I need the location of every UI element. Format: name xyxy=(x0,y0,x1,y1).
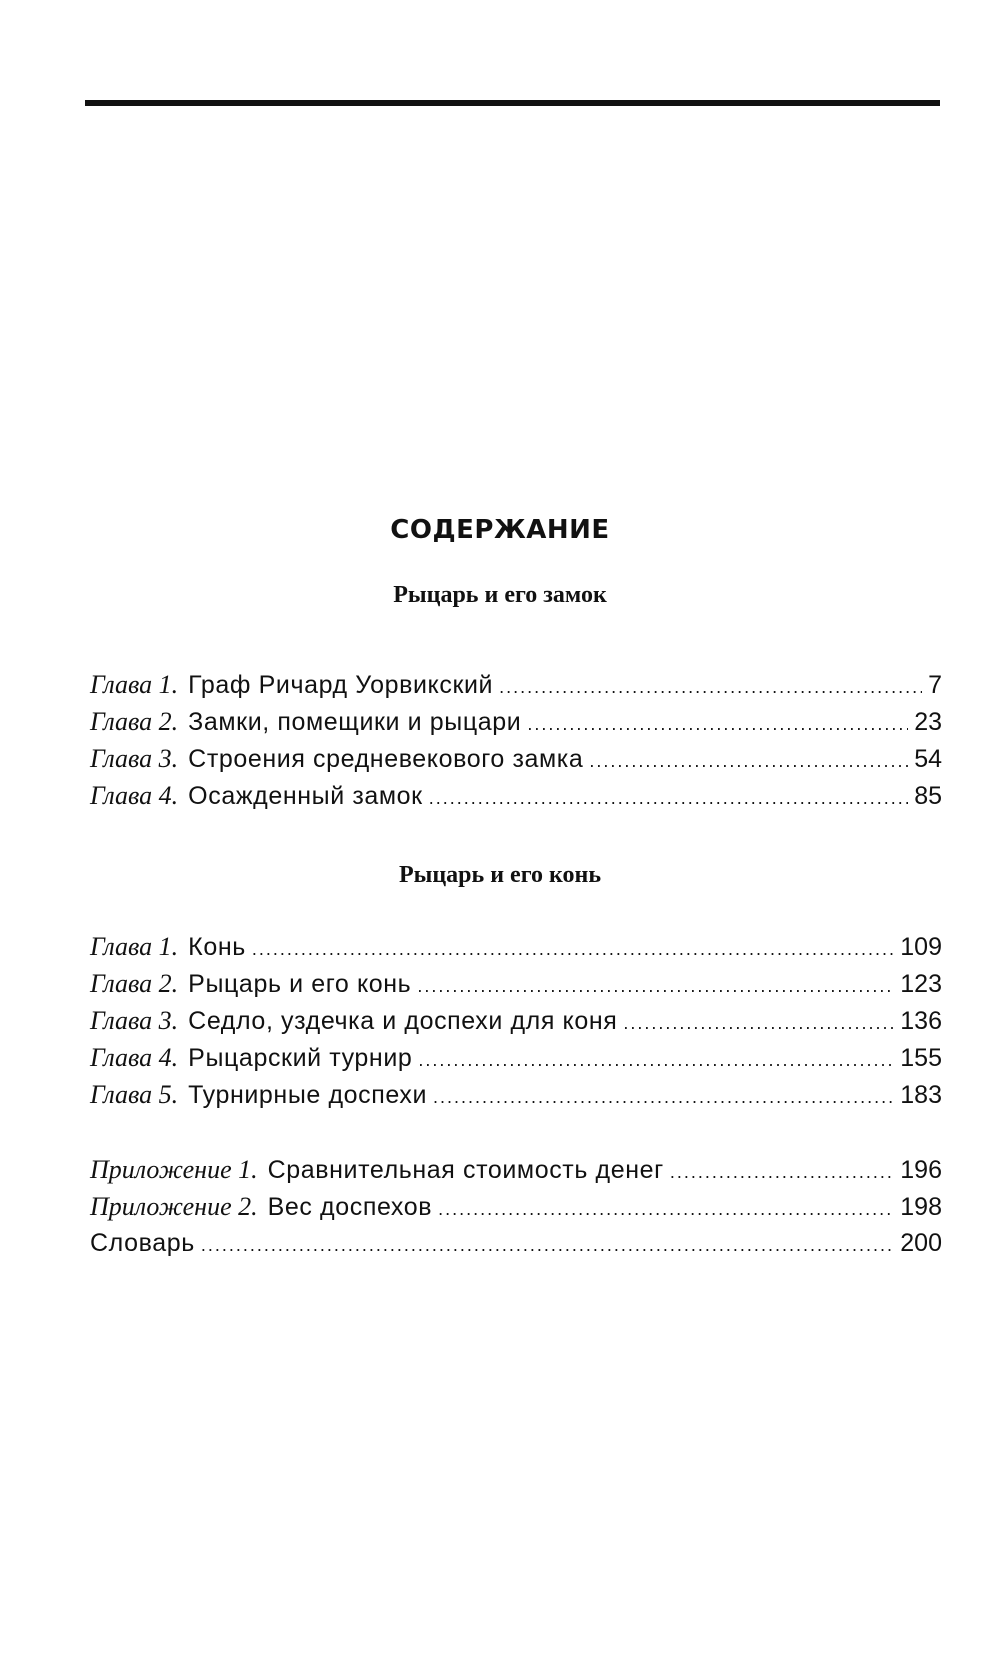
toc-entry-page: 54 xyxy=(914,745,942,773)
toc-entry-title: Граф Ричард Уорвикский xyxy=(188,671,494,699)
toc-entry-title: Осажденный замок xyxy=(188,782,423,810)
toc-entry[interactable] xyxy=(90,1188,942,1225)
toc-entry-title: Словарь xyxy=(90,1229,195,1257)
dot-leader xyxy=(499,669,922,706)
toc-entry[interactable] xyxy=(90,1002,942,1039)
toc-entry-page: 23 xyxy=(914,708,942,736)
toc-entry-label: Приложение 2. xyxy=(90,1192,258,1221)
toc-entry[interactable] xyxy=(90,1039,942,1076)
dot-leader xyxy=(252,931,894,968)
dot-leader xyxy=(417,968,894,1005)
toc-entry-title: Замки, помещики и рыцари xyxy=(188,708,522,736)
toc-entry-label: Глава 5. xyxy=(90,1080,179,1109)
toc-entry-page: 123 xyxy=(900,970,942,998)
toc-entry-page: 198 xyxy=(900,1193,942,1221)
toc-entry-title: Сравнительная стоимость денег xyxy=(267,1156,664,1184)
toc-entry[interactable] xyxy=(90,703,942,740)
section-title: Рыцарь и его замок xyxy=(393,582,607,608)
toc-entry[interactable] xyxy=(90,1225,942,1262)
dot-leader xyxy=(589,743,908,780)
toc-entry[interactable] xyxy=(90,965,942,1002)
toc-entry-label: Глава 1. xyxy=(90,670,179,699)
toc-entry-page: 85 xyxy=(914,782,942,810)
toc-entry-title: Вес доспехов xyxy=(267,1193,433,1221)
toc-entry-page: 136 xyxy=(900,1007,942,1035)
toc-entry-page: 109 xyxy=(900,933,942,961)
dot-leader xyxy=(433,1079,894,1116)
toc-entry-title: Конь xyxy=(188,933,246,961)
page-title: СОДЕРЖАНИЕ xyxy=(390,515,610,545)
toc-entry-label: Глава 3. xyxy=(90,744,179,773)
toc-entry[interactable] xyxy=(90,928,942,965)
toc-entry-page: 200 xyxy=(900,1229,942,1257)
toc-entry[interactable] xyxy=(90,740,942,777)
toc-entry-label: Глава 1. xyxy=(90,932,179,961)
toc-entry-title: Седло, уздечка и доспехи для коня xyxy=(188,1007,618,1035)
toc-entry-page: 7 xyxy=(928,671,942,699)
dot-leader xyxy=(418,1042,894,1079)
toc-entry-page: 183 xyxy=(900,1081,942,1109)
top-rule xyxy=(85,100,940,106)
toc-entry-page: 196 xyxy=(900,1156,942,1184)
toc-entry-label: Глава 2. xyxy=(90,707,179,736)
toc-list xyxy=(90,928,942,1113)
toc-entry[interactable] xyxy=(90,1076,942,1113)
toc-entry[interactable] xyxy=(90,777,942,814)
section-title: Рыцарь и его конь xyxy=(398,862,602,888)
toc-entry-label: Глава 4. xyxy=(90,781,179,810)
dot-leader xyxy=(201,1227,894,1264)
toc-entry-label: Глава 3. xyxy=(90,1006,179,1035)
toc-entry-title: Рыцарь и его конь xyxy=(188,970,412,998)
dot-leader xyxy=(527,706,908,743)
dot-leader xyxy=(429,780,908,817)
dot-leader xyxy=(438,1191,894,1228)
dot-leader xyxy=(623,1005,894,1042)
toc-entry-label: Приложение 1. xyxy=(90,1155,258,1184)
toc-entry-title: Турнирные доспехи xyxy=(188,1081,428,1109)
toc-entry[interactable] xyxy=(90,1151,942,1188)
toc-entry[interactable] xyxy=(90,666,942,703)
toc-entry-title: Строения средневекового замка xyxy=(188,745,584,773)
appendix-list xyxy=(90,1151,942,1262)
toc-entry-title: Рыцарский турнир xyxy=(188,1044,413,1072)
toc-entry-label: Глава 4. xyxy=(90,1043,179,1072)
toc-entry-label: Глава 2. xyxy=(90,969,179,998)
toc-list xyxy=(90,666,942,814)
toc-entry-page: 155 xyxy=(900,1044,942,1072)
dot-leader xyxy=(670,1154,894,1191)
